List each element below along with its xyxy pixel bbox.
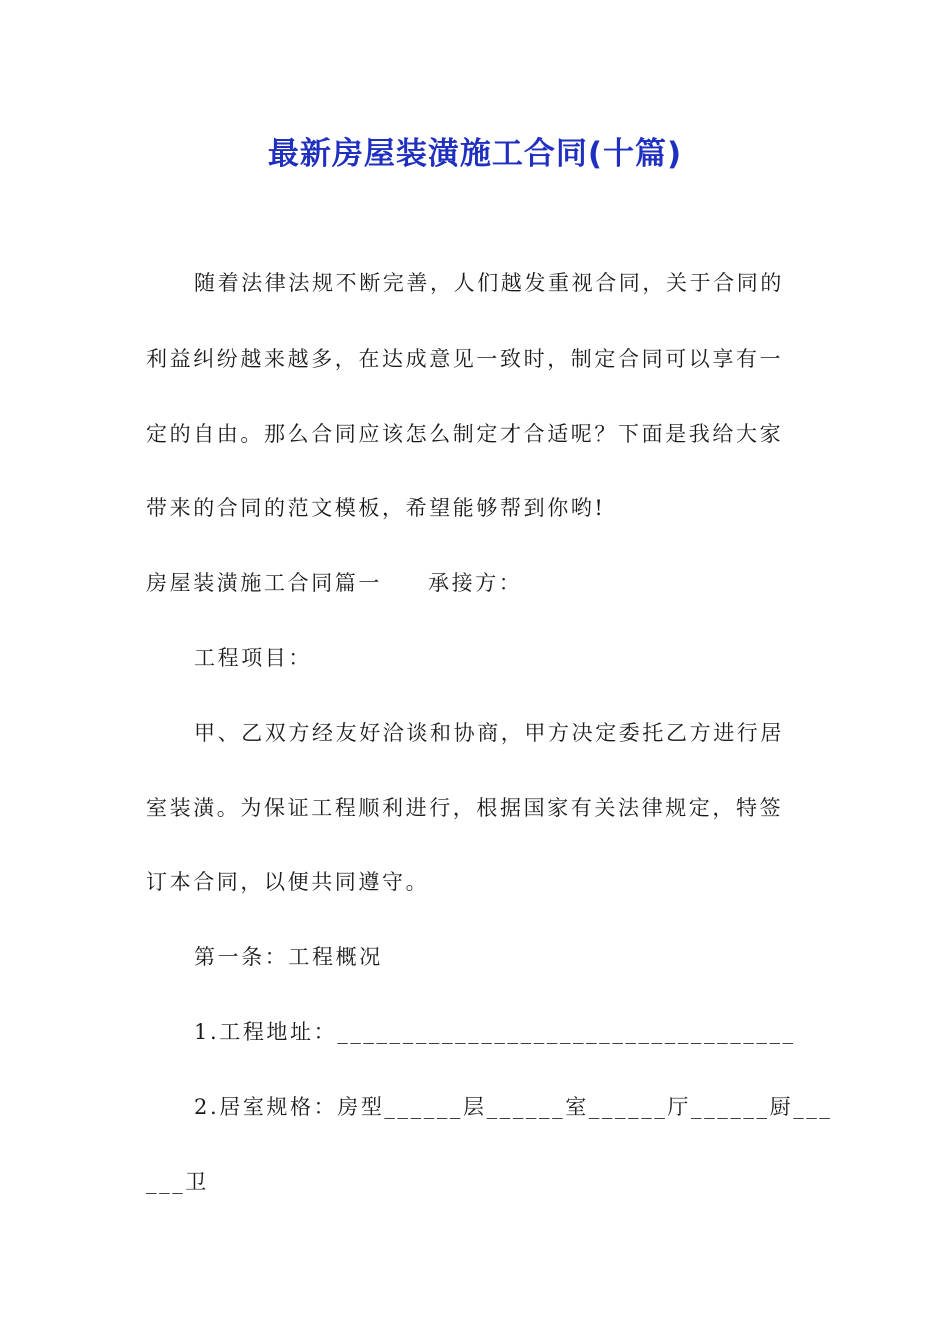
intro-line-2: 利益纠纷越来越多，在达成意见一致时，制定合同可以享有一 bbox=[146, 347, 784, 371]
project-label: 工程项目： bbox=[194, 646, 312, 670]
section-heading: 房屋装潢施工合同篇一 bbox=[146, 571, 382, 595]
contractor-label: 承接方： bbox=[428, 571, 523, 595]
intro-line-1: 随着法律法规不断完善，人们越发重视合同，关于合同的 bbox=[194, 271, 784, 295]
item-2-spec-line-2: ___卫 bbox=[146, 1170, 209, 1194]
agreement-line-3: 订本合同，以便共同遵守。 bbox=[146, 870, 430, 894]
item-2-spec-line-1: 2.居室规格：房型______层______室______厅______厨___ bbox=[194, 1095, 833, 1119]
section-heading-line bbox=[146, 568, 806, 598]
document-title: 最新房屋装潢施工合同(十篇) bbox=[267, 136, 683, 172]
agreement-line-1: 甲、乙双方经友好洽谈和协商，甲方决定委托乙方进行居 bbox=[194, 721, 784, 745]
item-1-address: 1.工程地址：___________________________________ bbox=[194, 1020, 796, 1044]
agreement-line-2: 室装潢。为保证工程顺利进行，根据国家有关法律规定，特签 bbox=[146, 796, 784, 820]
intro-line-4: 带来的合同的范文模板，希望能够帮到你哟! bbox=[146, 496, 606, 520]
article-1-heading: 第一条：工程概况 bbox=[194, 945, 383, 969]
intro-line-3: 定的自由。那么合同应该怎么制定才合适呢？下面是我给大家 bbox=[146, 422, 784, 446]
